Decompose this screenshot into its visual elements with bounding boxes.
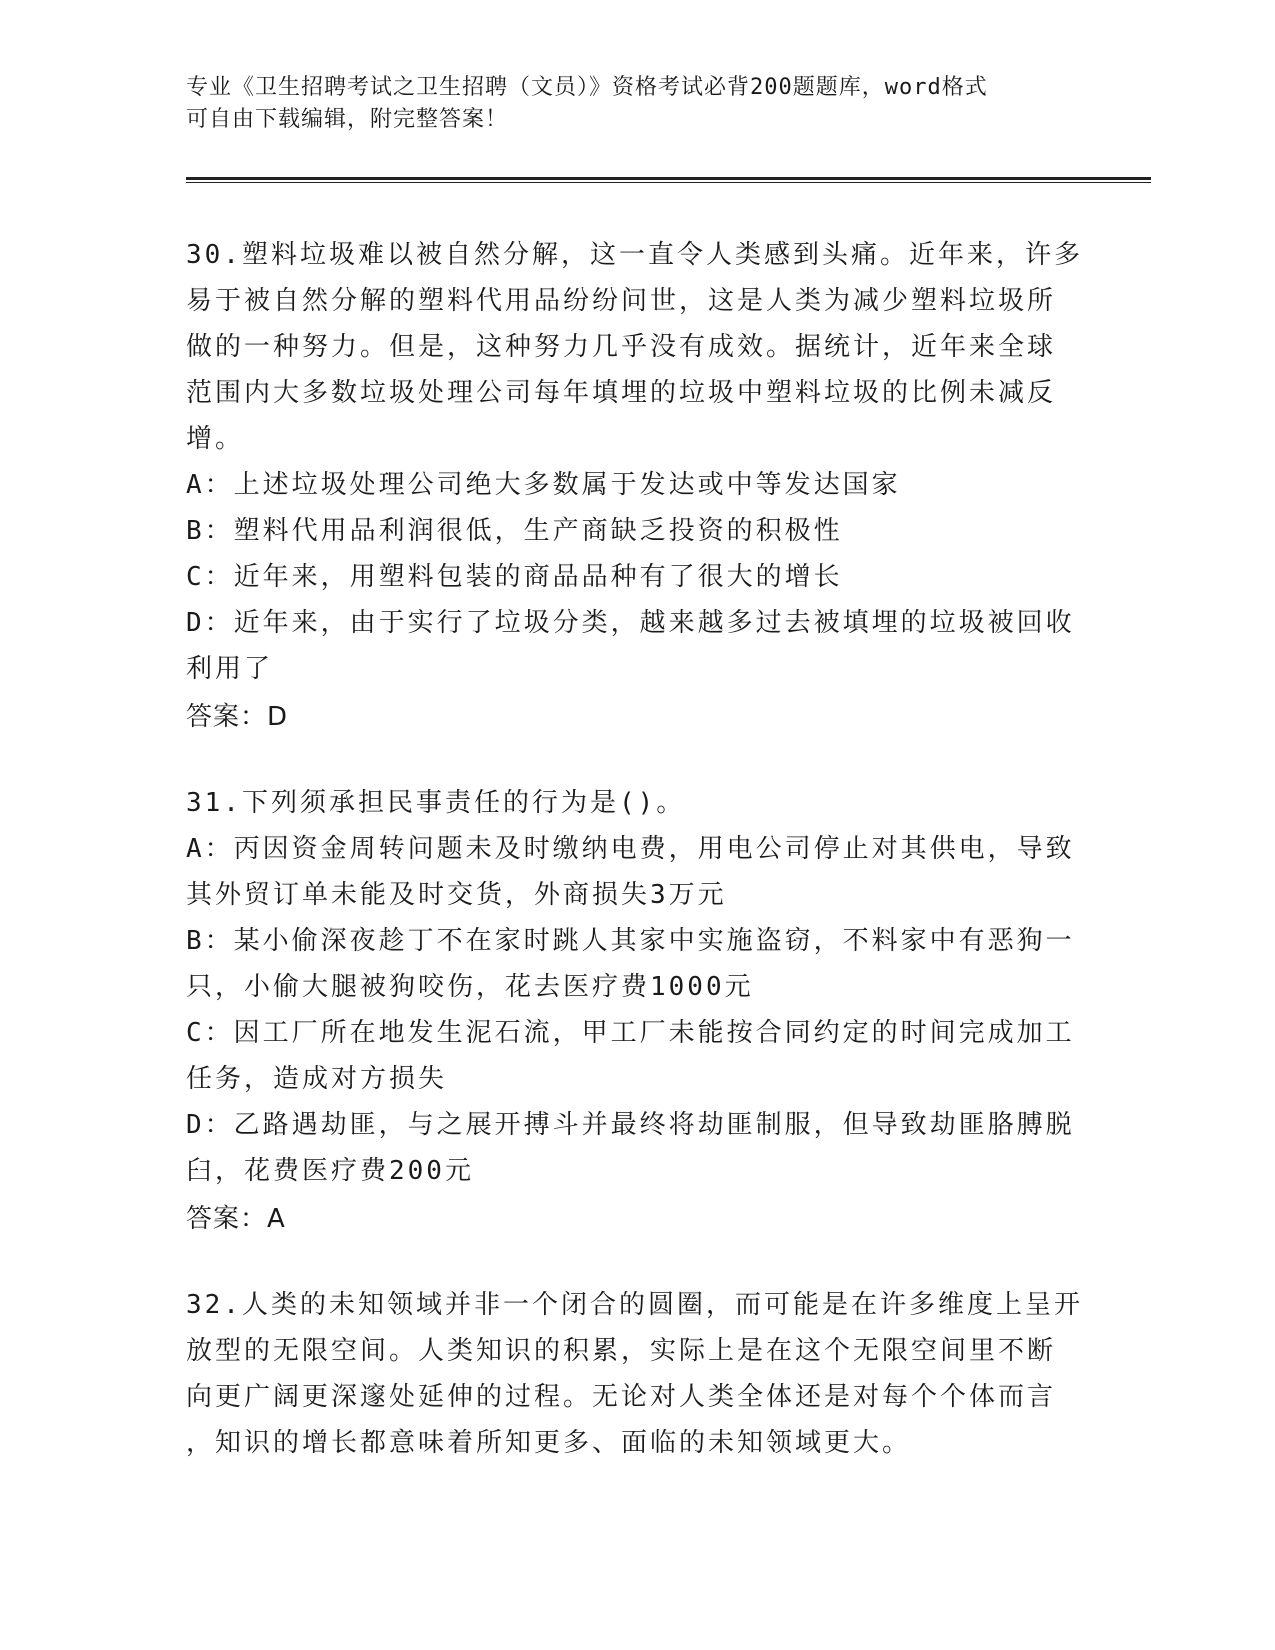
- question-list: [186, 232, 1086, 1506]
- question-text-line: ，知识的增长都意味着所知更多、面临的未知领域更大。: [186, 1428, 912, 1458]
- question-text-line: 臼，花费医疗费200元: [186, 1156, 474, 1186]
- question-text-line: D：近年来，由于实行了垃圾分类，越来越多过去被填埋的垃圾被回收: [186, 608, 1075, 638]
- question-text-line: 放型的无限空间。人类知识的积累，实际上是在这个无限空间里不断: [186, 1336, 1057, 1366]
- question-text-line: 31.下列须承担民事责任的行为是()。: [186, 788, 686, 818]
- document-header: [186, 72, 1066, 136]
- header-divider-thick: [186, 177, 1151, 180]
- question-block: [186, 232, 1086, 740]
- header-divider-thin: [186, 182, 1151, 183]
- question-text-line: 增。: [186, 424, 245, 454]
- question-text-line: 利用了: [186, 654, 274, 684]
- question-text-line: 32.人类的未知领域并非一个闭合的圆圈，而可能是在许多维度上呈开: [186, 1290, 1083, 1320]
- question-text-line: 向更广阔更深邃处延伸的过程。无论对人类全体还是对每个个体而言: [186, 1382, 1057, 1412]
- question-text-line: A：上述垃圾处理公司绝大多数属于发达或中等发达国家: [186, 470, 901, 500]
- header-line-1: 专业《卫生招聘考试之卫生招聘（文员）》资格考试必背200题题库，word格式: [186, 75, 988, 100]
- header-line-2: 可自由下载编辑，附完整答案！: [186, 107, 509, 132]
- question-text-line: D：乙路遇劫匪，与之展开搏斗并最终将劫匪制服，但导致劫匪胳膊脱: [186, 1110, 1075, 1140]
- answer-label: 答案：D: [186, 702, 289, 732]
- question-text-line: C：近年来，用塑料包装的商品品种有了很大的增长: [186, 562, 843, 592]
- question-text-line: 易于被自然分解的塑料代用品纷纷问世，这是人类为减少塑料垃圾所: [186, 286, 1057, 316]
- question-block: [186, 780, 1086, 1242]
- question-text-line: 任务，造成对方损失: [186, 1064, 448, 1094]
- question-text-line: B：某小偷深夜趁丁不在家时跳人其家中实施盗窃，不料家中有恶狗一: [186, 926, 1075, 956]
- question-text-line: A：丙因资金周转问题未及时缴纳电费，用电公司停止对其供电，导致: [186, 834, 1075, 864]
- question-text-line: 30.塑料垃圾难以被自然分解，这一直令人类感到头痛。近年来，许多: [186, 240, 1083, 270]
- question-text-line: 范围内大多数垃圾处理公司每年填埋的垃圾中塑料垃圾的比例未减反: [186, 378, 1057, 408]
- answer-label: 答案：A: [186, 1204, 286, 1234]
- question-block: [186, 1282, 1086, 1466]
- question-text-line: B：塑料代用品利润很低，生产商缺乏投资的积极性: [186, 516, 843, 546]
- question-text-line: C：因工厂所在地发生泥石流，甲工厂未能按合同约定的时间完成加工: [186, 1018, 1075, 1048]
- question-text-line: 只，小偷大腿被狗咬伤，花去医疗费1000元: [186, 972, 754, 1002]
- question-text-line: 其外贸订单未能及时交货，外商损失3万元: [186, 880, 727, 910]
- question-text-line: 做的一种努力。但是，这种努力几乎没有成效。据统计，近年来全球: [186, 332, 1057, 362]
